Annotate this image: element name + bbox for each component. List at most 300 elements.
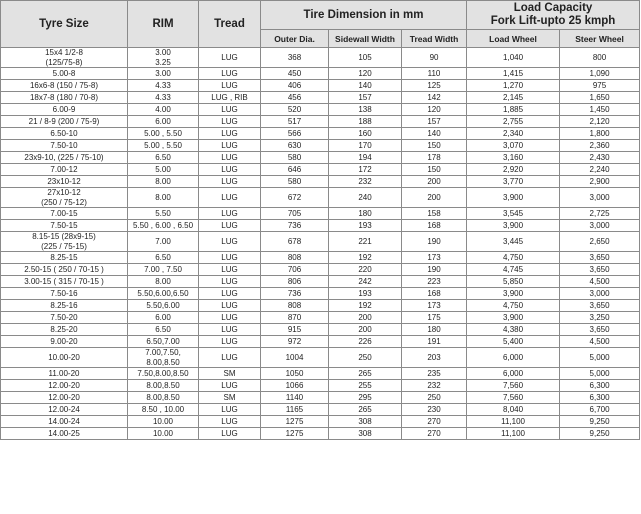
- cell-tyre-size-line: 12.00-24: [48, 404, 80, 414]
- cell-steer-wheel: 4,500: [560, 276, 640, 288]
- cell-load-wheel: 3,900: [467, 312, 560, 324]
- header-tyre-size: Tyre Size: [1, 1, 128, 48]
- table-row: [1, 312, 640, 324]
- cell-rim-line: 7.00 , 7.50: [144, 264, 182, 274]
- cell-tread-width: 250: [402, 392, 467, 404]
- cell-tyre-size: [1, 324, 128, 336]
- cell-tread: LUG: [199, 348, 261, 368]
- cell-rim: [128, 276, 199, 288]
- cell-rim-line: 3.25: [155, 57, 171, 67]
- cell-tread: LUG: [199, 312, 261, 324]
- cell-tyre-size: [1, 288, 128, 300]
- cell-tyre-size-line: 15x4 1/2-8: [45, 48, 83, 57]
- cell-tread-width: 157: [402, 116, 467, 128]
- cell-tyre-size-line: 7.50-16: [50, 288, 78, 298]
- header-tire-dimension: Tire Dimension in mm: [261, 1, 467, 30]
- cell-tread-width: 168: [402, 288, 467, 300]
- cell-outer-dia: 1140: [261, 392, 329, 404]
- cell-rim: [128, 404, 199, 416]
- cell-tread-width: 168: [402, 220, 467, 232]
- cell-rim: [128, 252, 199, 264]
- cell-tyre-size: [1, 104, 128, 116]
- cell-load-wheel: 4,380: [467, 324, 560, 336]
- cell-tread: LUG: [199, 252, 261, 264]
- cell-tyre-size-line: 23x9-10, (225 / 75-10): [24, 152, 104, 162]
- cell-steer-wheel: 9,250: [560, 428, 640, 440]
- cell-steer-wheel: 2,430: [560, 152, 640, 164]
- cell-tyre-size: [1, 80, 128, 92]
- cell-tread: LUG: [199, 380, 261, 392]
- table-row: [1, 300, 640, 312]
- cell-outer-dia: 630: [261, 140, 329, 152]
- cell-steer-wheel: 5,000: [560, 348, 640, 368]
- cell-load-wheel: 11,100: [467, 416, 560, 428]
- cell-outer-dia: 580: [261, 176, 329, 188]
- cell-tread-width: 203: [402, 348, 467, 368]
- cell-tyre-size: [1, 312, 128, 324]
- cell-tread: LUG: [199, 336, 261, 348]
- cell-rim: [128, 288, 199, 300]
- cell-load-wheel: 6,000: [467, 368, 560, 380]
- cell-tread-width: 125: [402, 80, 467, 92]
- table-row: [1, 368, 640, 380]
- cell-rim-line: 5.00: [155, 164, 171, 174]
- cell-steer-wheel: 2,240: [560, 164, 640, 176]
- cell-outer-dia: 517: [261, 116, 329, 128]
- cell-tyre-size: [1, 300, 128, 312]
- cell-steer-wheel: 975: [560, 80, 640, 92]
- cell-tread-width: 190: [402, 232, 467, 252]
- cell-tyre-size-line: 7.50-15: [50, 220, 78, 230]
- cell-outer-dia: 806: [261, 276, 329, 288]
- cell-outer-dia: 406: [261, 80, 329, 92]
- cell-steer-wheel: 3,650: [560, 324, 640, 336]
- cell-load-wheel: 5,400: [467, 336, 560, 348]
- table-row: [1, 188, 640, 208]
- table-row: [1, 380, 640, 392]
- cell-tyre-size: [1, 276, 128, 288]
- table-row: [1, 80, 640, 92]
- cell-rim-line: 6.50: [155, 324, 171, 334]
- cell-tyre-size-line: 10.00-20: [48, 352, 80, 362]
- cell-tyre-size: [1, 152, 128, 164]
- cell-sidewall-width: 221: [329, 232, 402, 252]
- cell-tread-width: 173: [402, 300, 467, 312]
- header-tread-width: Tread Width: [402, 30, 467, 48]
- cell-rim: [128, 104, 199, 116]
- cell-sidewall-width: 192: [329, 300, 402, 312]
- cell-tyre-size-line: 8.15-15 (28x9-15): [32, 232, 96, 241]
- cell-sidewall-width: 200: [329, 324, 402, 336]
- cell-rim: [128, 208, 199, 220]
- cell-load-wheel: 2,145: [467, 92, 560, 104]
- table-row: [1, 336, 640, 348]
- table-row: [1, 68, 640, 80]
- cell-tread-width: 191: [402, 336, 467, 348]
- cell-load-wheel: 2,340: [467, 128, 560, 140]
- table-row: [1, 428, 640, 440]
- cell-rim-line: 6.50: [155, 252, 171, 262]
- cell-steer-wheel: 3,650: [560, 264, 640, 276]
- cell-tyre-size-line: 6.50-10: [50, 128, 78, 138]
- cell-steer-wheel: 800: [560, 48, 640, 68]
- cell-sidewall-width: 240: [329, 188, 402, 208]
- cell-steer-wheel: 1,450: [560, 104, 640, 116]
- cell-steer-wheel: 9,250: [560, 416, 640, 428]
- cell-tyre-size-line: 6.00-9: [52, 104, 76, 114]
- cell-outer-dia: 705: [261, 208, 329, 220]
- cell-tyre-size: [1, 48, 128, 68]
- cell-steer-wheel: 2,360: [560, 140, 640, 152]
- cell-tyre-size-line: 7.00-15: [50, 208, 78, 218]
- cell-sidewall-width: 308: [329, 428, 402, 440]
- cell-tyre-size-line: 7.00-12: [50, 164, 78, 174]
- cell-sidewall-width: 255: [329, 380, 402, 392]
- cell-sidewall-width: 120: [329, 68, 402, 80]
- cell-rim-line: 3.00: [155, 68, 171, 78]
- cell-tyre-size: [1, 176, 128, 188]
- header-tread: Tread: [199, 1, 261, 48]
- cell-tyre-size: [1, 188, 128, 208]
- cell-rim-line: 8.50 , 10.00: [141, 404, 185, 414]
- cell-rim-line: 4.33: [155, 92, 171, 102]
- cell-load-wheel: 1,415: [467, 68, 560, 80]
- cell-tread: SM: [199, 392, 261, 404]
- header-steer-wheel: Steer Wheel: [560, 30, 640, 48]
- cell-tread: LUG: [199, 164, 261, 176]
- table-body: [1, 48, 640, 440]
- cell-sidewall-width: 308: [329, 416, 402, 428]
- cell-rim: [128, 380, 199, 392]
- table-row: [1, 152, 640, 164]
- cell-tread: LUG: [199, 188, 261, 208]
- cell-rim: [128, 348, 199, 368]
- cell-tread: LUG: [199, 140, 261, 152]
- cell-rim: [128, 140, 199, 152]
- cell-tyre-size: [1, 220, 128, 232]
- cell-sidewall-width: 295: [329, 392, 402, 404]
- cell-tread-width: 140: [402, 128, 467, 140]
- cell-load-wheel: 3,900: [467, 188, 560, 208]
- cell-tyre-size: [1, 140, 128, 152]
- cell-rim: [128, 68, 199, 80]
- cell-outer-dia: 706: [261, 264, 329, 276]
- cell-tread-width: 110: [402, 68, 467, 80]
- cell-outer-dia: 456: [261, 92, 329, 104]
- table-row: [1, 416, 640, 428]
- cell-rim: [128, 392, 199, 404]
- cell-tyre-size-line: 18x7-8 (180 / 70-8): [29, 92, 99, 102]
- cell-load-wheel: 8,040: [467, 404, 560, 416]
- cell-tread: LUG , RIB: [199, 92, 261, 104]
- cell-rim-line: 10.00: [152, 416, 174, 426]
- cell-tyre-size-line: 7.50-20: [50, 312, 78, 322]
- cell-rim: [128, 428, 199, 440]
- cell-tyre-size-line: (125/75-8): [45, 57, 83, 67]
- cell-steer-wheel: 3,250: [560, 312, 640, 324]
- cell-load-wheel: 1,040: [467, 48, 560, 68]
- cell-outer-dia: 368: [261, 48, 329, 68]
- cell-outer-dia: 566: [261, 128, 329, 140]
- cell-tread-width: 270: [402, 428, 467, 440]
- cell-tyre-size: [1, 164, 128, 176]
- cell-tyre-size: [1, 336, 128, 348]
- cell-tyre-size-line: 11.00-20: [48, 368, 80, 378]
- header-load-capacity-line2: Fork Lift-upto 25 kmph: [490, 15, 616, 27]
- table-row: [1, 176, 640, 188]
- cell-rim: [128, 48, 199, 68]
- cell-load-wheel: 3,070: [467, 140, 560, 152]
- cell-rim: [128, 152, 199, 164]
- cell-tyre-size-line: 8.25-20: [50, 324, 78, 334]
- cell-rim: [128, 368, 199, 380]
- cell-tread: SM: [199, 368, 261, 380]
- cell-sidewall-width: 170: [329, 140, 402, 152]
- cell-tread: LUG: [199, 428, 261, 440]
- cell-rim-line: 6.00: [155, 116, 171, 126]
- cell-outer-dia: 450: [261, 68, 329, 80]
- cell-load-wheel: 11,100: [467, 428, 560, 440]
- cell-rim-line: 8.00: [155, 176, 171, 186]
- cell-load-wheel: 2,755: [467, 116, 560, 128]
- cell-steer-wheel: 2,725: [560, 208, 640, 220]
- cell-steer-wheel: 6,700: [560, 404, 640, 416]
- cell-tyre-size: [1, 380, 128, 392]
- cell-tread: LUG: [199, 404, 261, 416]
- cell-steer-wheel: 3,650: [560, 252, 640, 264]
- cell-tread: LUG: [199, 416, 261, 428]
- cell-load-wheel: 7,560: [467, 392, 560, 404]
- cell-load-wheel: 3,445: [467, 232, 560, 252]
- cell-tyre-size: [1, 264, 128, 276]
- cell-tread-width: 223: [402, 276, 467, 288]
- cell-tread: LUG: [199, 288, 261, 300]
- cell-rim-line: 7.00,7.50,: [145, 348, 181, 357]
- cell-tyre-size: [1, 416, 128, 428]
- cell-tyre-size: [1, 232, 128, 252]
- cell-sidewall-width: 157: [329, 92, 402, 104]
- header-load-wheel: Load Wheel: [467, 30, 560, 48]
- cell-rim: [128, 232, 199, 252]
- cell-tyre-size: [1, 348, 128, 368]
- cell-rim: [128, 220, 199, 232]
- cell-sidewall-width: 192: [329, 252, 402, 264]
- cell-load-wheel: 3,545: [467, 208, 560, 220]
- table-row: [1, 252, 640, 264]
- table-row: [1, 276, 640, 288]
- cell-sidewall-width: 160: [329, 128, 402, 140]
- cell-rim: [128, 300, 199, 312]
- cell-rim-line: 7.50,8.00,8.50: [137, 368, 189, 378]
- cell-load-wheel: 3,770: [467, 176, 560, 188]
- cell-load-wheel: 6,000: [467, 348, 560, 368]
- cell-tread-width: 120: [402, 104, 467, 116]
- cell-tread: LUG: [199, 324, 261, 336]
- cell-outer-dia: 870: [261, 312, 329, 324]
- cell-outer-dia: 1275: [261, 416, 329, 428]
- cell-sidewall-width: 232: [329, 176, 402, 188]
- cell-sidewall-width: 138: [329, 104, 402, 116]
- cell-rim-line: 8.00,8.50: [146, 392, 180, 402]
- cell-rim: [128, 128, 199, 140]
- cell-rim-line: 5.50,6.00: [146, 300, 180, 310]
- cell-sidewall-width: 193: [329, 288, 402, 300]
- cell-rim-line: 8.00: [155, 192, 171, 202]
- cell-rim-line: 7.00: [155, 236, 171, 246]
- cell-tread: LUG: [199, 80, 261, 92]
- cell-outer-dia: 736: [261, 288, 329, 300]
- cell-sidewall-width: 172: [329, 164, 402, 176]
- cell-tyre-size: [1, 252, 128, 264]
- table-row: [1, 232, 640, 252]
- table-row: [1, 140, 640, 152]
- cell-steer-wheel: 6,300: [560, 380, 640, 392]
- cell-tread-width: 150: [402, 140, 467, 152]
- cell-tread-width: 175: [402, 312, 467, 324]
- cell-tyre-size-line: 2.50-15 ( 250 / 70-15 ): [24, 264, 104, 274]
- table-row: [1, 116, 640, 128]
- cell-rim-line: 8.00: [155, 276, 171, 286]
- cell-tread: LUG: [199, 300, 261, 312]
- cell-tyre-size: [1, 92, 128, 104]
- cell-sidewall-width: 193: [329, 220, 402, 232]
- cell-tread-width: 90: [402, 48, 467, 68]
- cell-outer-dia: 808: [261, 252, 329, 264]
- cell-tread: LUG: [199, 176, 261, 188]
- cell-load-wheel: 4,745: [467, 264, 560, 276]
- cell-sidewall-width: 265: [329, 368, 402, 380]
- cell-outer-dia: 915: [261, 324, 329, 336]
- cell-rim-line: 5.00 , 5.50: [144, 140, 182, 150]
- cell-rim: [128, 416, 199, 428]
- cell-rim-line: 6.00: [155, 312, 171, 322]
- cell-rim: [128, 176, 199, 188]
- cell-outer-dia: 678: [261, 232, 329, 252]
- cell-tread: LUG: [199, 232, 261, 252]
- cell-tyre-size: [1, 368, 128, 380]
- cell-tyre-size-line: 9.00-20: [50, 336, 78, 346]
- cell-rim-line: 5.50,6.00,6.50: [137, 288, 189, 298]
- cell-tyre-size-line: 16x6-8 (150 / 75-8): [29, 80, 99, 90]
- cell-load-wheel: 7,560: [467, 380, 560, 392]
- cell-outer-dia: 1050: [261, 368, 329, 380]
- table-row: [1, 92, 640, 104]
- cell-tread: LUG: [199, 220, 261, 232]
- cell-tread-width: 180: [402, 324, 467, 336]
- cell-rim-line: 5.50 , 6.00 , 6.50: [132, 220, 194, 230]
- cell-tyre-size-line: 14.00-24: [48, 416, 80, 426]
- cell-tyre-size: [1, 404, 128, 416]
- cell-outer-dia: 972: [261, 336, 329, 348]
- cell-load-wheel: 4,750: [467, 252, 560, 264]
- cell-load-wheel: 1,270: [467, 80, 560, 92]
- cell-load-wheel: 3,160: [467, 152, 560, 164]
- table-row: [1, 128, 640, 140]
- cell-rim: [128, 312, 199, 324]
- cell-rim: [128, 116, 199, 128]
- cell-load-wheel: 1,885: [467, 104, 560, 116]
- cell-steer-wheel: 2,900: [560, 176, 640, 188]
- cell-tread-width: 173: [402, 252, 467, 264]
- cell-rim-line: 8.00,8.50: [146, 357, 180, 367]
- cell-sidewall-width: 180: [329, 208, 402, 220]
- cell-sidewall-width: 265: [329, 404, 402, 416]
- cell-rim-line: 3.00: [155, 48, 171, 57]
- cell-tread: LUG: [199, 104, 261, 116]
- cell-tyre-size-line: (225 / 75-15): [41, 241, 87, 251]
- cell-steer-wheel: 3,000: [560, 188, 640, 208]
- table-row: [1, 164, 640, 176]
- cell-tread: LUG: [199, 264, 261, 276]
- cell-tyre-size-line: 8.25-15: [50, 252, 78, 262]
- cell-steer-wheel: 3,000: [560, 288, 640, 300]
- cell-steer-wheel: 3,650: [560, 300, 640, 312]
- cell-outer-dia: 1275: [261, 428, 329, 440]
- cell-sidewall-width: 194: [329, 152, 402, 164]
- header-sidewall-width: Sidewall Width: [329, 30, 402, 48]
- cell-rim-line: 5.00 , 5.50: [144, 128, 182, 138]
- cell-tyre-size-line: 12.00-20: [48, 380, 80, 390]
- cell-sidewall-width: 250: [329, 348, 402, 368]
- cell-outer-dia: 672: [261, 188, 329, 208]
- table-row: [1, 348, 640, 368]
- cell-tread-width: 178: [402, 152, 467, 164]
- cell-rim: [128, 264, 199, 276]
- cell-tread: LUG: [199, 68, 261, 80]
- cell-tyre-size-line: 21 / 8-9 (200 / 75-9): [28, 116, 100, 126]
- cell-outer-dia: 646: [261, 164, 329, 176]
- cell-tyre-size: [1, 128, 128, 140]
- cell-sidewall-width: 220: [329, 264, 402, 276]
- cell-tyre-size-line: 12.00-20: [48, 392, 80, 402]
- cell-tread-width: 200: [402, 188, 467, 208]
- cell-load-wheel: 5,850: [467, 276, 560, 288]
- cell-outer-dia: 580: [261, 152, 329, 164]
- cell-tread-width: 232: [402, 380, 467, 392]
- cell-load-wheel: 2,920: [467, 164, 560, 176]
- cell-rim-line: 8.00,8.50: [146, 380, 180, 390]
- table-header: [1, 1, 640, 48]
- table-row: [1, 324, 640, 336]
- cell-outer-dia: 736: [261, 220, 329, 232]
- cell-load-wheel: 3,900: [467, 288, 560, 300]
- cell-outer-dia: 808: [261, 300, 329, 312]
- cell-rim: [128, 164, 199, 176]
- cell-rim-line: 10.00: [152, 428, 174, 438]
- cell-rim: [128, 336, 199, 348]
- cell-tread-width: 150: [402, 164, 467, 176]
- cell-sidewall-width: 200: [329, 312, 402, 324]
- table-row: [1, 220, 640, 232]
- header-load-capacity: [467, 1, 640, 30]
- cell-steer-wheel: 1,650: [560, 92, 640, 104]
- header-rim: RIM: [128, 1, 199, 48]
- cell-tyre-size-line: 14.00-25: [48, 428, 80, 438]
- cell-steer-wheel: 2,650: [560, 232, 640, 252]
- cell-sidewall-width: 226: [329, 336, 402, 348]
- cell-tyre-size-line: 27x10-12: [47, 188, 81, 197]
- cell-tyre-size: [1, 392, 128, 404]
- cell-tread: LUG: [199, 48, 261, 68]
- cell-steer-wheel: 3,000: [560, 220, 640, 232]
- cell-tread: LUG: [199, 276, 261, 288]
- cell-tread-width: 230: [402, 404, 467, 416]
- cell-rim: [128, 80, 199, 92]
- cell-steer-wheel: 1,800: [560, 128, 640, 140]
- cell-tread-width: 200: [402, 176, 467, 188]
- cell-sidewall-width: 105: [329, 48, 402, 68]
- table-row: [1, 264, 640, 276]
